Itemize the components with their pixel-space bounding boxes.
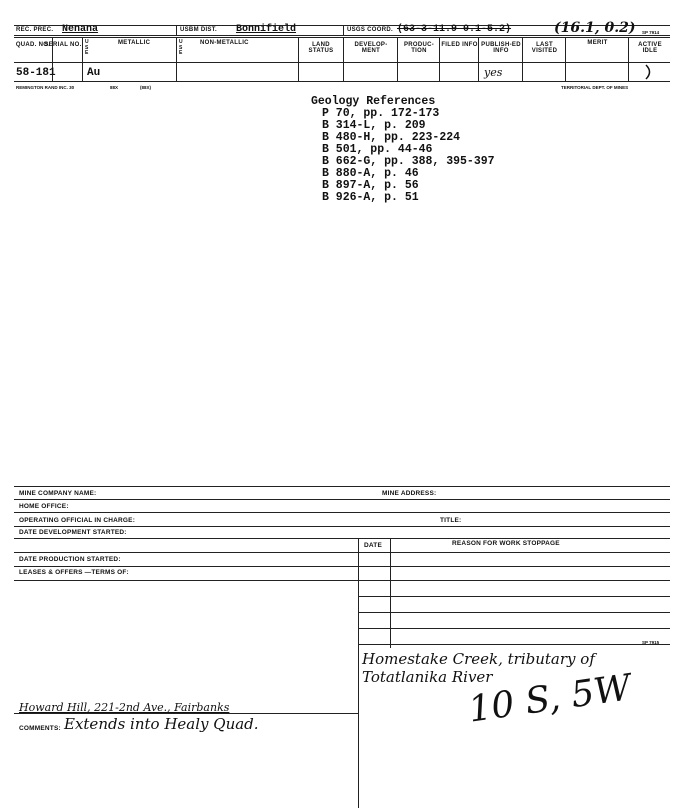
usbm-dist-value: Bonnifield bbox=[236, 24, 297, 35]
handwritten-location-2: Totatlanika River bbox=[362, 668, 493, 686]
reference-item: P 70, pp. 172-173 bbox=[322, 107, 440, 120]
usgs-coord-value: (63-3-11.9 0.1-5.2) bbox=[397, 24, 512, 35]
bracket-mark bbox=[644, 63, 654, 81]
col-last-visited: LAST VISITED bbox=[531, 42, 558, 54]
reference-item: B 662-G, pp. 388, 395-397 bbox=[322, 155, 495, 168]
col-quad-no: QUAD. NO. bbox=[15, 42, 51, 48]
home-office-label: HOME OFFICE: bbox=[19, 503, 69, 510]
col-land-status: LAND STATUS bbox=[308, 42, 334, 54]
date-prod-started-label: DATE PRODUCTION STARTED: bbox=[19, 556, 121, 563]
usgs-coord-label: USGS COORD. bbox=[347, 27, 393, 33]
reference-item: B 880-A, p. 46 bbox=[322, 167, 419, 180]
rec-prec-label: REC. PREC. bbox=[16, 27, 54, 33]
form-number: SP 7914 bbox=[642, 30, 660, 35]
reference-item: B 480-H, pp. 223-224 bbox=[322, 131, 461, 144]
usbm-dist-label: USBM DIST. bbox=[180, 27, 218, 33]
col-non-metallic: NON-METALLIC bbox=[200, 40, 249, 46]
col-use-2: U S E bbox=[179, 39, 183, 56]
comments-label: COMMENTS: bbox=[19, 725, 61, 732]
record-published-info: yes bbox=[484, 66, 503, 79]
col-published-info: PUBLISH-ED INFO bbox=[481, 42, 521, 54]
col-filed-info: FILED INFO bbox=[441, 42, 478, 48]
col-serial-no: SERIAL NO. bbox=[44, 42, 82, 48]
references-title: Geology References bbox=[311, 95, 436, 108]
handwritten-owner: Howard Hill, 221-2nd Ave., Fairbanks bbox=[19, 701, 230, 714]
col-merit: MERIT bbox=[587, 40, 608, 46]
mine-address-label: MINE ADDRESS: bbox=[382, 490, 437, 497]
reference-item: B 314-L, p. 209 bbox=[322, 119, 426, 132]
col-active-idle: ACTIVE IDLE bbox=[638, 42, 662, 54]
leases-label: LEASES & OFFERS —TERMS OF: bbox=[19, 569, 129, 576]
col-development: DEVELOP-MENT bbox=[354, 42, 388, 54]
handwritten-location: Homestake Creek, tributary of bbox=[362, 650, 595, 668]
footer-small-left: REMINGTON RAND INC. 30 bbox=[16, 85, 75, 90]
reason-label: REASON FOR WORK STOPPAGE bbox=[452, 540, 560, 547]
footer-small-right: TERRITORIAL DEPT. OF MINES bbox=[561, 85, 629, 90]
date-dev-started-label: DATE DEVELOPMENT STARTED: bbox=[19, 529, 127, 536]
reference-item: B 897-A, p. 56 bbox=[322, 179, 419, 192]
col-use-1: U S E bbox=[85, 39, 89, 56]
record-metallic: Au bbox=[87, 67, 101, 79]
handwritten-comments: Extends into Healy Quad. bbox=[64, 715, 259, 733]
col-metallic: METALLIC bbox=[118, 40, 151, 46]
date-label: DATE bbox=[364, 542, 383, 549]
mine-company-name-label: MINE COMPANY NAME: bbox=[19, 490, 97, 497]
rec-prec-value: Nenana bbox=[62, 24, 99, 35]
footer-small-mid2: (88X) bbox=[140, 85, 152, 90]
reference-item: B 926-A, p. 51 bbox=[322, 191, 419, 204]
usgs-coord-note: (16.1, 0.2) bbox=[554, 20, 636, 36]
handwritten-coords: 10 S, 5W bbox=[466, 667, 634, 731]
title-label: TITLE: bbox=[440, 517, 462, 524]
operating-official-label: OPERATING OFFICIAL IN CHARGE: bbox=[19, 517, 136, 524]
col-production: PRODUC-TION bbox=[403, 42, 435, 54]
reference-item: B 501, pp. 44-46 bbox=[322, 143, 433, 156]
record-quad-serial: 58-181 bbox=[16, 67, 56, 79]
lower-form-number: SP 7915 bbox=[642, 640, 660, 645]
footer-small-mid1: 88X bbox=[110, 85, 119, 90]
